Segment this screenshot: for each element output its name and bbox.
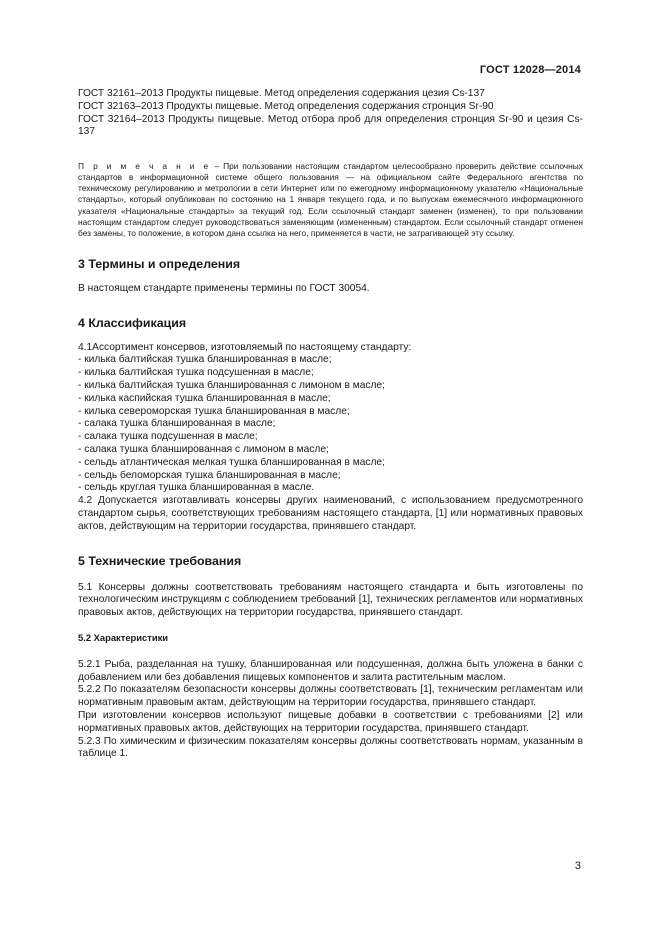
section-5-1-text: 5.1 Консервы должны соответствовать требованиям настоящего стандарта и быть изготовлены по технологическим инструкциям с соблюдением требований [1], технических регламентов или нормативных правовых актов, действующих на территории государства, принявшего стандарт. (78, 581, 583, 619)
list-item: - килька североморская тушка бланшированная в масле; (78, 405, 350, 417)
list-item: - килька балтийская тушка бланшированная с лимоном в масле; (78, 380, 385, 392)
list-item: - сельдь круглая тушка бланшированная в масле. (78, 482, 315, 494)
note-label: П р и м е ч а н и е (78, 161, 211, 172)
list-item: - килька балтийская тушка бланшированная в масле; (78, 354, 332, 366)
page-number: 3 (574, 860, 581, 872)
section-5-2-1-text: 5.2.1 Рыба, разделанная на тушку, бланшированная или подсушенная, должна быть уложена в банки с добавлением или без добавления пищевых компонентов и залита растительным маслом. (78, 658, 583, 683)
list-item: - салака тушка бланшированная в масле; (78, 418, 276, 430)
list-item: - килька каспийская тушка бланшированная в масле; (78, 392, 331, 404)
list-item: - сельдь атлантическая мелкая тушка бланшированная в масле; (78, 456, 385, 468)
list-item: - салака тушка подсушенная в масле; (78, 431, 258, 443)
section-4-2-text: 4.2 Допускается изготавливать консервы других наименований, с использованием предусмотренного стандартом сырья, соответствующих требованиям настоящего стандарта, [1] или нормативных правовых актов, действующим на территории государства, принявшего стандарт. (78, 495, 583, 532)
list-item: - сельдь беломорская тушка бланшированная в масле; (78, 469, 341, 481)
subsection-5-2-title: 5.2 Характеристики (78, 631, 169, 643)
section-5-2-2-additives-text: При изготовлении консервов используют пищевые добавки в соответствии с требованиями [2] или нормативных правовых актов, действующих на территории государства, принявшего стандарт. (78, 709, 583, 734)
document-header-id: ГОСТ 12028—2014 (479, 64, 581, 76)
section-4-intro: 4.1Ассортимент консервов, изготовляемый по настоящему стандарту: (78, 341, 412, 353)
note-block (78, 161, 583, 239)
reference-2: ГОСТ 32163–2013 Продукты пищевые. Метод определения содержания стронция Sr-90 (78, 100, 494, 112)
section-3-title: 3 Термины и определения (78, 256, 241, 271)
section-4-title: 4 Классификация (78, 315, 187, 330)
section-3-text: В настоящем стандарте применены термины по ГОСТ 30054. (78, 282, 370, 294)
document-body (78, 88, 583, 761)
note-text: – При пользовании настоящим стандартом целесообразно проверить действие ссылочных стандартов в информационной системе общего пользования — на официальном сайте Федерального агентства по техническому регулированию и метрологии в сети Интернет или по ежегодному информационному указателю «Национальные стандарты», который опубликован по состоянию на 1 января текущего года, и по выпускам ежемесячного информационного указателя «Национальные стандарты» за текущий год. Если ссылочный стандарт заменен (изменен), то при пользовании настоящим стандартом следует руководствоваться заменяющим (измененным) стандартом. Если ссылочный стандарт отменен без замены, то положение, в котором дана ссылка на него, применяется в части, не затрагивающей эту ссылку. (78, 161, 583, 238)
reference-3: ГОСТ 32164–2013 Продукты пищевые. Метод отбора проб для определения стронция Sr-90 и цезия Cs-137 (78, 113, 583, 138)
section-5-2-3-text: 5.2.3 По химическим и физическим показателям консервы должны соответствовать нормам, указанным в таблице 1. (78, 735, 583, 760)
section-5-2-2-text: 5.2.2 По показателям безопасности консервы должны соответствовать [1], техническим регламентам или нормативным правовым актам, действующим на территории государства, принявшего стандарт. (78, 684, 583, 709)
list-item: - килька балтийская тушка подсушенная в масле; (78, 367, 314, 379)
section-5-title: 5 Технические требования (78, 553, 242, 568)
assortment-list (78, 354, 583, 495)
reference-1: ГОСТ 32161–2013 Продукты пищевые. Метод определения содержания цезия Cs-137 (78, 88, 485, 99)
list-item: - салака тушка бланшированная с лимоном в масле; (78, 444, 329, 456)
